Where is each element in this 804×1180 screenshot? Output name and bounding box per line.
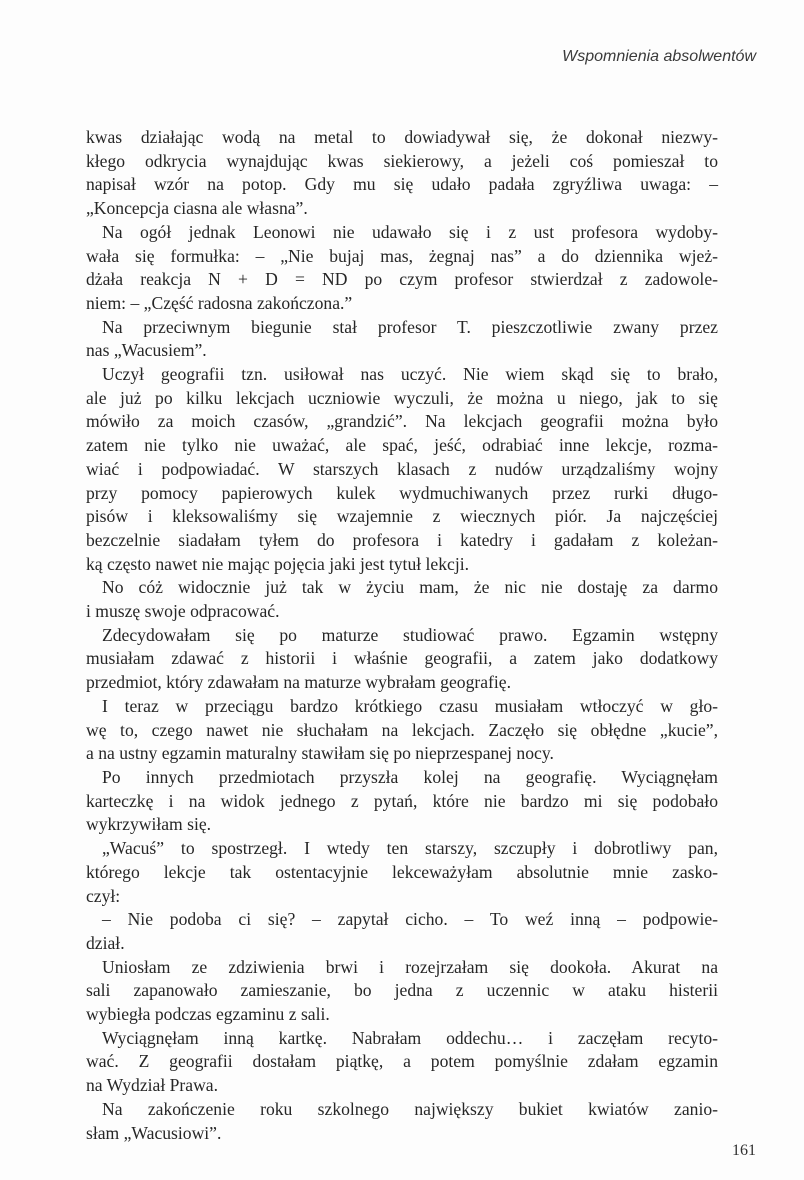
text-line: Po innych przedmiotach przyszła kolej na geografię. Wyciągnęłam bbox=[102, 766, 718, 787]
text-line: wę to, czego nawet nie słuchałam na lekcjach. Zaczęło się obłędne „kucie”, bbox=[86, 719, 718, 740]
text-line: na Wydział Prawa. bbox=[86, 1075, 218, 1096]
running-header: Wspomnienia absolwentów bbox=[562, 48, 756, 65]
text-line: kwas działając wodą na metal to dowiadywał się, że dokonał niezwy- bbox=[86, 127, 718, 147]
text-line: niem: – „Część radosna zakończona.” bbox=[86, 292, 353, 313]
text-line: ale już po kilku lekcjach uczniowie wyczuli, że można u niego, jak to się bbox=[86, 387, 718, 408]
page-number: 161 bbox=[732, 1142, 756, 1159]
text-line: którego lekcje tak ostentacyjnie lekceważyłam absolutnie mnie zasko- bbox=[86, 861, 718, 882]
text-line: Zdecydowałam się po maturze studiować prawo. Egzamin wstępny bbox=[102, 624, 718, 645]
text-line: – Nie podoba ci się? – zapytał cicho. – To weź inną – podpowie- bbox=[102, 909, 718, 930]
text-line: i muszę swoje odpracować. bbox=[86, 601, 280, 622]
text-line: Na zakończenie roku szkolnego największy bukiet kwiatów zanio- bbox=[102, 1098, 718, 1119]
text-line: wać. Z geografii dostałam piątkę, a potem pomyślnie zdałam egzamin bbox=[86, 1051, 718, 1072]
text-line: a na ustny egzamin maturalny stawiłam się po nieprzespanej nocy. bbox=[86, 743, 554, 764]
text-line: No cóż widocznie już tak w życiu mam, że nic nie dostaję za darmo bbox=[102, 577, 718, 598]
text-line: Na przeciwnym biegunie stał profesor T. pieszczotliwie zwany przez bbox=[102, 316, 718, 337]
text-line: Wyciągnęłam inną kartkę. Nabrałam oddechu… i zaczęłam recyto- bbox=[102, 1027, 718, 1048]
text-line: Uniosłam ze zdziwienia brwi i rozejrzałam się dookoła. Akurat na bbox=[102, 956, 718, 977]
text-line: wykrzywiłam się. bbox=[86, 814, 212, 835]
text-line: Uczył geografii tzn. usiłował nas uczyć. Nie wiem skąd się to brało, bbox=[102, 364, 718, 385]
text-line: słam „Wacusiowi”. bbox=[86, 1122, 222, 1143]
text-line: sali zapanowało zamieszanie, bo jedna z uczennic w ataku histerii bbox=[86, 980, 718, 1001]
text-line: „Wacuś” to spostrzegł. I wtedy ten starszy, szczupły i dobrotliwy pan, bbox=[102, 838, 718, 859]
text-line: „Koncepcja ciasna ale własna”. bbox=[86, 198, 308, 219]
text-line: dział. bbox=[86, 932, 125, 953]
text-line: kłego odkrycia wynajdując kwas siekierowy, a jeżeli coś pomieszał to bbox=[86, 150, 718, 171]
text-line: zatem nie tylko nie uważać, ale spać, jeść, odrabiać inne lekcje, rozma- bbox=[86, 435, 718, 456]
text-line: ką często nawet nie mając pojęcia jaki jest tytuł lekcji. bbox=[86, 553, 469, 574]
text-line: dżała reakcja N + D = ND po czym profesor stwierdzał z zadowole- bbox=[86, 269, 718, 290]
text-line: nas „Wacusiem”. bbox=[86, 340, 207, 361]
text-line: przedmiot, który zdawałam na maturze wybrałam geografię. bbox=[86, 672, 511, 693]
text-line: wała się formułka: – „Nie bujaj mas, żegnaj nas” a do dziennika wjeż- bbox=[86, 245, 718, 266]
text-line: mówiło za moich czasów, „grandzić”. Na lekcjach geografii można było bbox=[86, 411, 718, 432]
text-line: napisał wzór na potop. Gdy mu się udało padała zgryźliwa uwaga: – bbox=[86, 174, 718, 195]
body-text bbox=[86, 126, 718, 1145]
text-line: wybiegła podczas egzaminu z sali. bbox=[86, 1004, 330, 1025]
text-line: bezczelnie siadałam tyłem do profesora i katedry i gadałam z koleżan- bbox=[86, 529, 718, 550]
text-line: karteczkę i na widok jednego z pytań, które nie bardzo mi się podobało bbox=[86, 790, 718, 811]
text-line: I teraz w przeciągu bardzo krótkiego czasu musiałam wtłoczyć w gło- bbox=[102, 695, 718, 716]
text-line: Na ogół jednak Leonowi nie udawało się i z ust profesora wydoby- bbox=[102, 221, 718, 242]
text-line: czył: bbox=[86, 885, 121, 906]
text-line: przy pomocy papierowych kulek wydmuchiwanych przez rurki długo- bbox=[86, 482, 718, 503]
text-line: pisów i kleksowaliśmy się wzajemnie z wiecznych piór. Ja najczęściej bbox=[86, 506, 718, 527]
text-line: wiać i podpowiadać. W starszych klasach z nudów urządzaliśmy wojny bbox=[86, 458, 718, 479]
text-line: musiałam zdawać z historii i właśnie geografii, a zatem jako dodatkowy bbox=[86, 648, 718, 669]
